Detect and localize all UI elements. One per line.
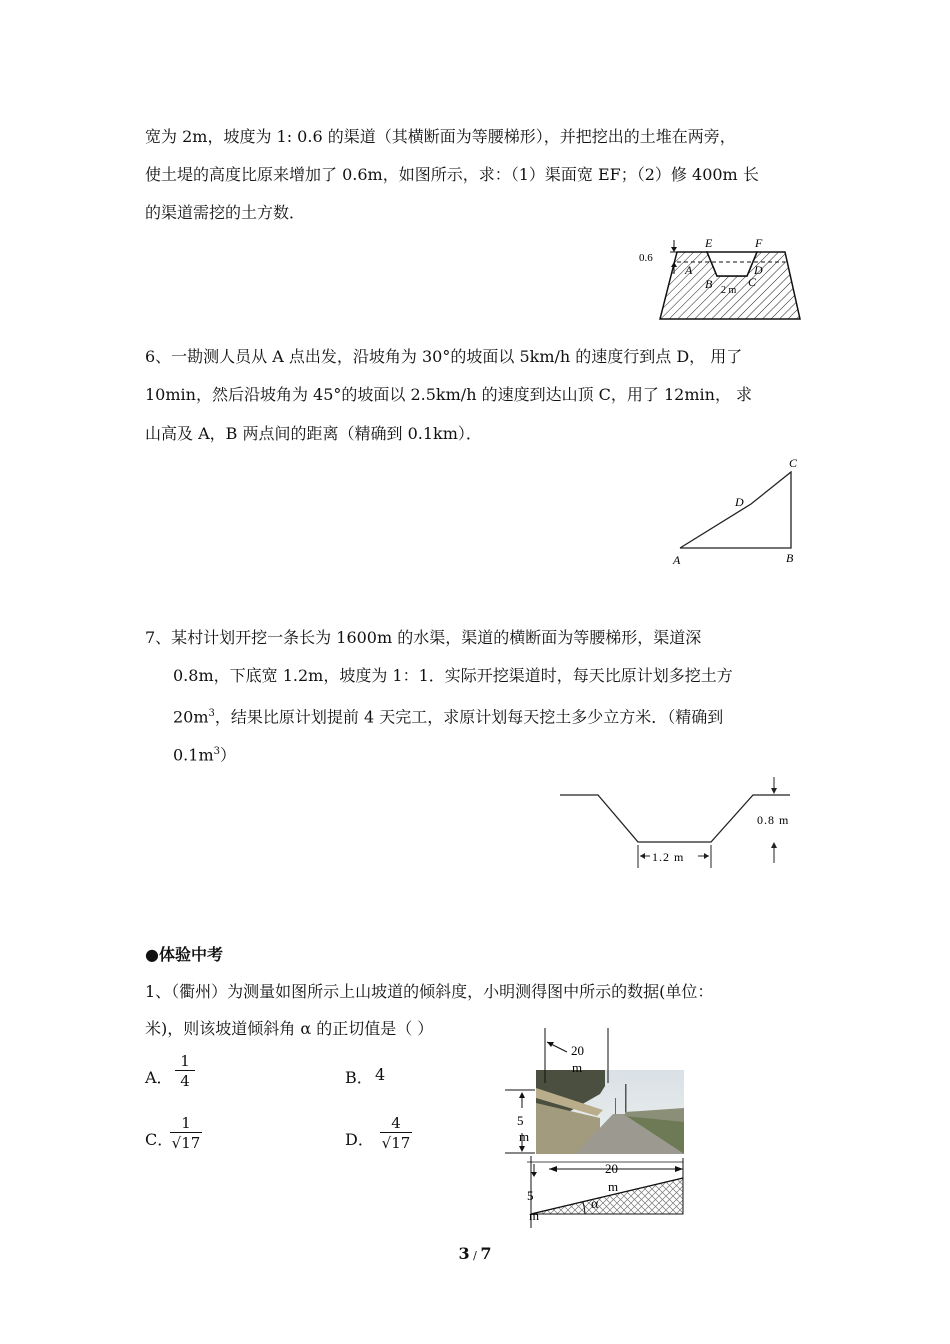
q6-triangle-figure (665, 452, 810, 572)
option-b-label: B． (345, 1068, 373, 1087)
section-heading: ●体验中考 (145, 945, 223, 964)
q6-fig-label-C: C (789, 456, 798, 470)
fig-mid-m: m (608, 1179, 619, 1194)
option-a-fraction: $\frac{1}{4}$ (175, 1052, 195, 1091)
q5-fig-label-B: B (705, 277, 713, 291)
exam-q1-line1: 1、（衢州）为测量如图所示上山坡道的倾斜度，小明测得图中所示的数据(单位： (145, 982, 714, 1001)
q5-fig-label-06: 0.6 (639, 252, 653, 264)
q5-fig-label-C: C (748, 275, 757, 289)
q5-line1: 宽为 2m，坡度为 1: 0.6 的渠道（其横断面为等腰梯形），并把挖出的土堆在两旁， (145, 127, 736, 146)
option-c-fraction: $\frac{1}{√17}$ (171, 1114, 201, 1152)
q6-fig-label-D: D (735, 495, 744, 509)
q6-fig-label-B: B (786, 551, 794, 565)
q7-fig-width: 1.2 m (652, 850, 685, 864)
exam-q1-line2: 米)，则该坡道倾斜角 α 的正切值是（ ） (145, 1019, 434, 1038)
q7-line3: $20m^3$，结果比原计划提前 4 天完工，求原计划每天挖土多少立方米．（精确到 (173, 707, 724, 727)
option-b-value: 4 (375, 1065, 386, 1084)
fig-alpha: α (591, 1197, 599, 1212)
fig-low-5: 5 (527, 1188, 534, 1203)
fig-left-5: 5 (517, 1113, 524, 1128)
page-number: 3 / 7 (458, 1244, 492, 1263)
slope-photo-figure (505, 1028, 690, 1228)
fig-left-m: m (519, 1129, 530, 1144)
q7-line2: 0.8m，下底宽 1.2m，坡度为 1：1．实际开挖渠道时，每天比原计划多挖土方 (173, 666, 733, 685)
q7-fig-depth: 0.8 m (757, 813, 790, 827)
q6-line3: 山高及 A，B 两点间的距离（精确到 0.1km）． (145, 424, 482, 443)
fig-low-m: m (529, 1208, 540, 1223)
q5-line2: 使土堤的高度比原来增加了 0.6m，如图所示，求：（1）渠面宽 EF；（2）修 400m 长 (145, 165, 759, 184)
fig-mid-20: 20 (605, 1161, 618, 1176)
option-c-label: C． (145, 1130, 174, 1149)
option-d-label: D． (345, 1130, 374, 1149)
q5-fig-label-A: A (685, 263, 693, 277)
q7-line1: 7、某村计划开挖一条长为 1600m 的水渠，渠道的横断面为等腰梯形，渠道深 (145, 628, 702, 647)
q5-line3: 的渠道需挖的土方数． (145, 203, 306, 222)
q6-fig-label-A: A (673, 553, 681, 567)
q7-channel-figure (558, 775, 813, 870)
q7-line4: $0.1m^3$） (173, 745, 237, 765)
q5-fig-label-D: D (754, 263, 763, 277)
fig-top-20: 20 (571, 1043, 584, 1058)
option-a-label: A． (145, 1068, 173, 1087)
road-photo (536, 1070, 684, 1154)
q6-line1: 6、一勘测人员从 A 点出发，沿坡角为 30°的坡面以 5km/h 的速度行到点 D， 用了 (145, 347, 743, 366)
q6-line2: 10min，然后沿坡角为 45°的坡面以 2.5km/h 的速度到达山顶 C，用了 12min， 求 (145, 385, 753, 404)
q5-channel-figure (635, 234, 810, 324)
q5-fig-label-2m: 2 m (721, 285, 737, 296)
q5-fig-label-E: E (705, 236, 713, 250)
q5-fig-label-F: F (755, 236, 763, 250)
fig-top-m: m (572, 1060, 583, 1075)
option-d-fraction: $\frac{4}{√17}$ (381, 1114, 411, 1152)
